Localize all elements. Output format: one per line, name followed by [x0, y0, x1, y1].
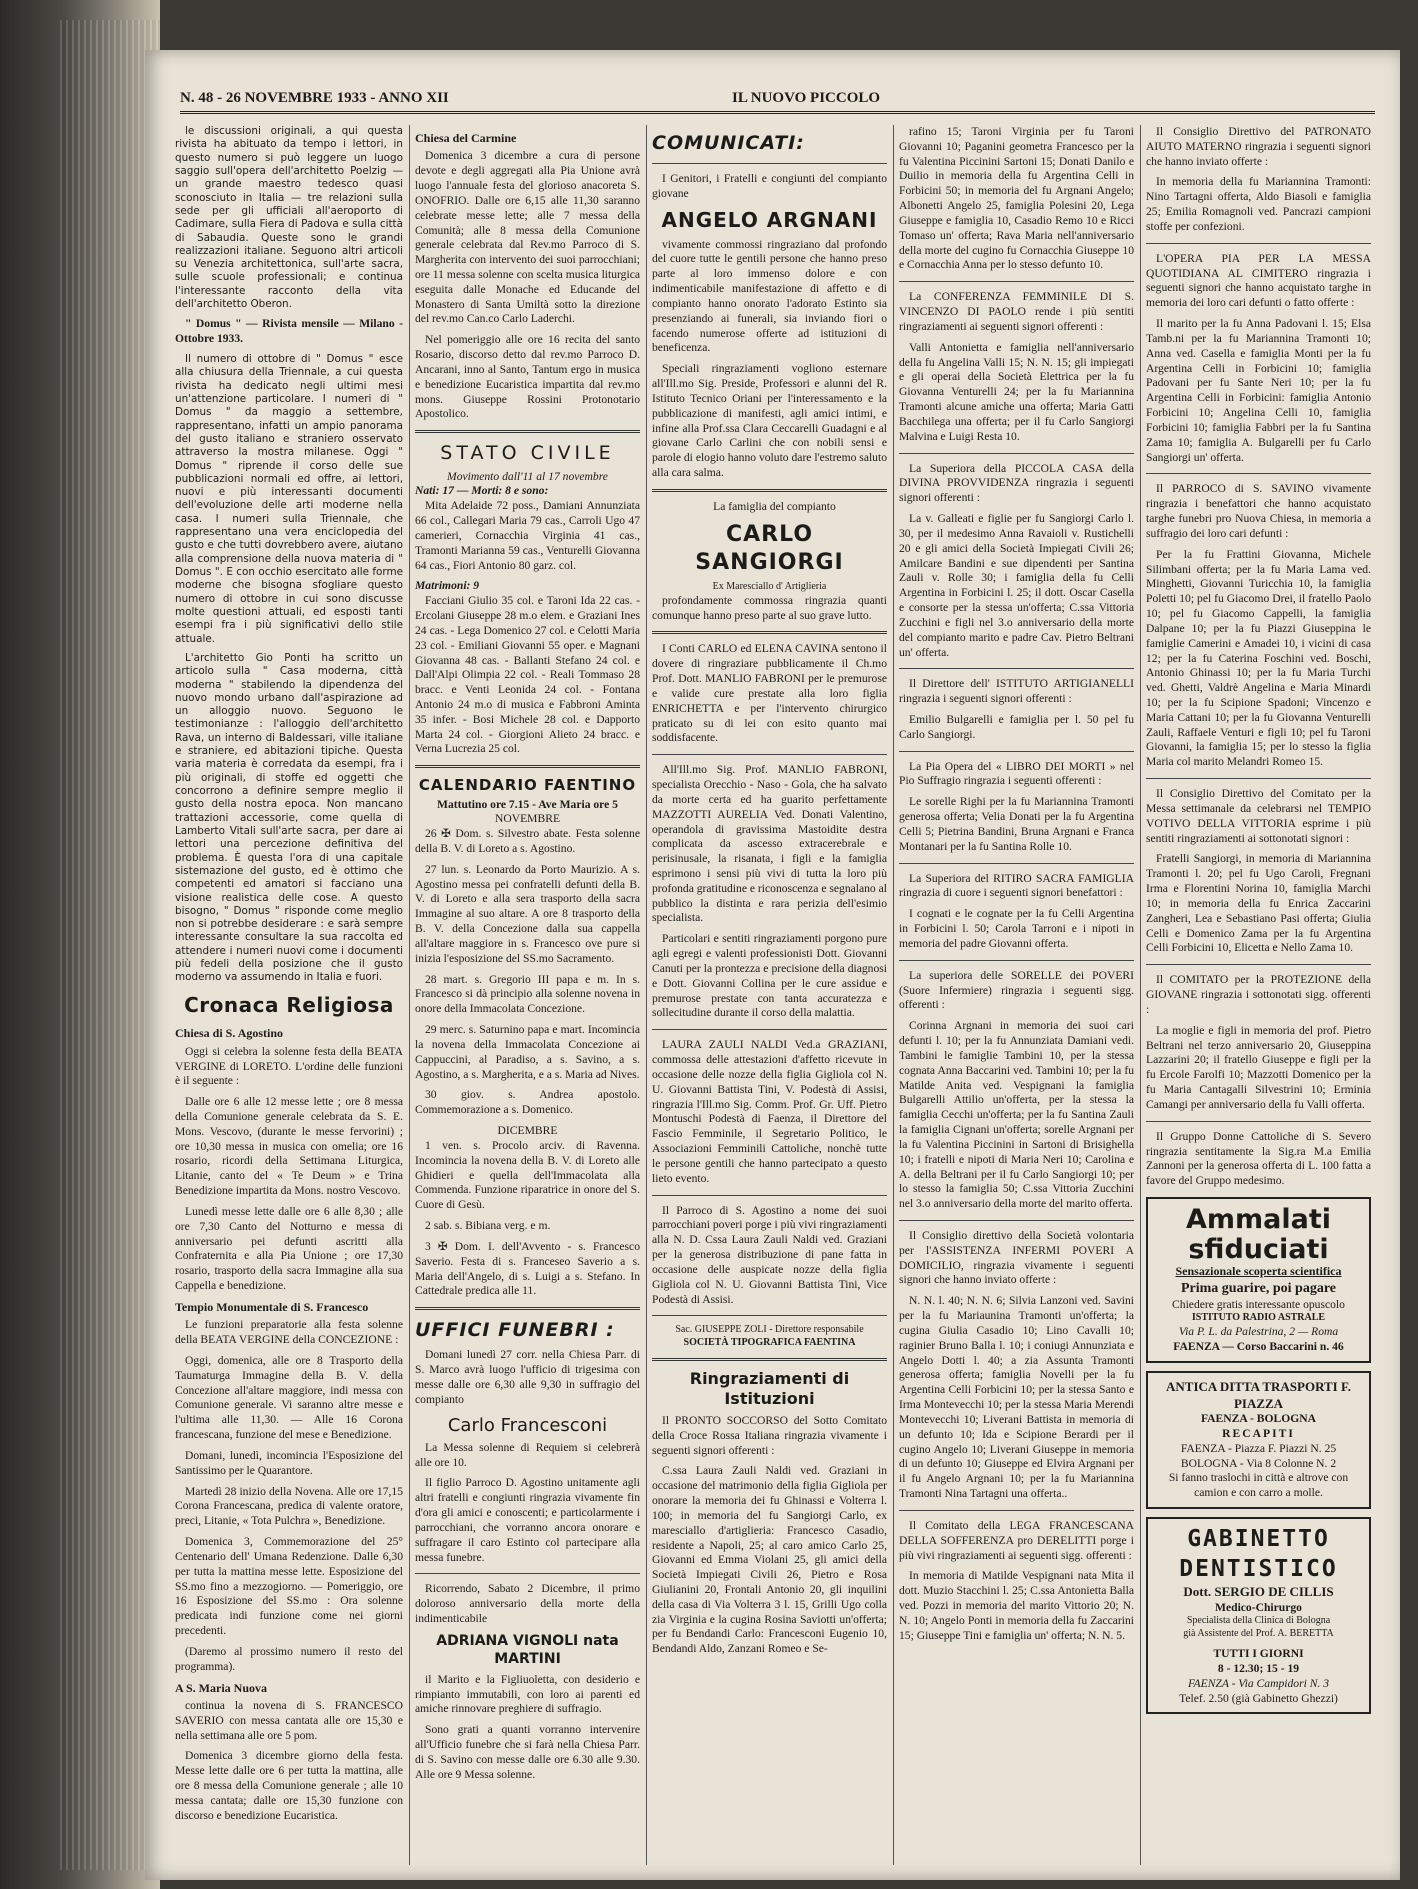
column-rule [646, 125, 647, 1865]
calendar-entry: 2 sab. s. Bibiana verg. e m. [425, 1219, 551, 1233]
ad-trasporti-title: ANTICA DITTA TRASPORTI F. PIAZZA [1166, 1378, 1351, 1411]
section-divider [1146, 778, 1371, 779]
section-divider [899, 863, 1134, 864]
column-3 [652, 125, 887, 1865]
uffici-funebri-title: UFFICI FUNEBRI : [415, 1319, 615, 1342]
istituzioni-text-1: Il PRONTO SOCCORSO del Sotto Comitato della Croce Rossa Italiana ringrazia vivamente i seguenti signori offerenti : [652, 1413, 887, 1457]
domus-text-1: Il numero di ottobre di " Domus " esce alla chiusura della Triennale, a cui questa rivista ha dedicato negli ultimi mesi un'attenzione particolare. I numeri di " Domus " da maggio a settembre, rappresentano, infatti un ampio panorama del gusto italiano e straniero osservato attraverso la mostra milanese. Oggi " Domus " riprende il corso delle sue pubblicazioni normali ed offre, ai lettori, nuovi e più interessanti documenti dell'evoluzione delle arti moderne nella casa. I numeri sulla Triennale, che rappresentano una vera enciclopedia del gusto e che tutti dovrebbero avere, aiutano alla comprensione della nuova materia di " Domus ". E con occhio esercitato alle forme moderne che bisogna sfogliare questo numero di ottobre in cui sono discusse molte questioni attuali, ed esposti tanti esempi fra i più significativi dello stile attuale. [175, 353, 403, 645]
carmine-text-1: Domenica 3 dicembre a cura di persone devote e degli aggregati alla Pia Unione avrà luogo l'annuale festa del glorioso anacoreta S. ONOFRIO. Dalle ore 6,15 alle 11,30 saranno celebrate messe lette; alle 7 messa della Comunità; alle 8 messa della Comunione generale celebrata dal Rev.mo Parroco di S. Margherita con intervento dei suoi parrocchiani; ore 11 messa solenne con scelta musica liturgica eseguita dalle Monache ed Educande del Monastero di Santa Umiltà sotto la direzione del rev.mo Can.co Carlo Laderchi. [415, 149, 640, 326]
ad-gabinetto [1146, 1517, 1371, 1714]
giovane-text-1: Il COMITATO per la PROTEZIONE della GIOVANE ringrazia i sottonotati sigg. offerenti : [1146, 973, 1371, 1016]
calendar-entry: 3 ✠ Dom. I. dell'Avvento - s. Francesco Saverio. Festa di s. Franceseo Saverio a s. Maria dell'Angelo, di s. Luigi a s. Stefano. In Cattedrale predica alle 11. [415, 1239, 640, 1298]
sangiorgi-text-1: La famiglia del compianto [713, 499, 836, 513]
maria-text-2: Domenica 3 dicembre giorno della festa. Messe lette dalle ore 6 per tutta la mattina, alle ore 8 messa della Comunione generale ; alle 10 messa cantata; dalle ore 15,30 funzione con discorso e benedizione Eucaristica. [175, 1749, 403, 1822]
ad-ammalati-subtitle: Sensazionale scoperta scientifica [1175, 1264, 1342, 1279]
newspaper-page [145, 50, 1400, 1880]
section-divider [652, 1358, 887, 1361]
calendar-entry: 29 merc. s. Saturnino papa e mart. Incomincia la novena della Immacolata Concezione ai Cappuccini, al Paradiso, a s. Savino, a s. Agostino, a s. Margherita, e a s. Maria ad Nives. [415, 1023, 640, 1081]
calendario-title: CALENDARIO FAENTINO [418, 776, 637, 795]
maria-nuova-heading: A S. Maria Nuova [175, 1680, 268, 1695]
opera-pia-text-1: L'OPERA PIA PER LA MESSA QUOTIDIANA AL CIMITERO ringrazia i seguenti signori che hanno acquistato targhe in memoria dei loro cari defunti o fatto offerte : [1146, 251, 1371, 310]
stato-marriages: Facciani Giulio 35 col. e Taroni Ida 22 cas. - Ercolani Giuseppe 28 m.o elem. e Graziani Ines 24 cas. - Lega Domenico 27 col. e Celotti Maria 23 col. - Emiliani Giovanni 55 oper. e Magnani Giovanna 48 cas. - Ballanti Stefano 24 col. e Dall'Alpi Olimpia 22 col. - Reali Tommaso 28 bracc. e Venti Leonida 24 col. - Fontana Antonio 24 m.o di musica e Fabbroni Aminta 35 infer. - Bosi Michele 28 col. e Dapporto Marta 24 col. - Giorgioni Alieto 24 bracc. e Verna Lucrezia 25 col. [415, 594, 640, 756]
ad-ammalati-title: Ammalati sfiduciati [1185, 1204, 1332, 1265]
argnani-text-2: vivamente commossi ringraziano dal profondo del cuore tutte le gentili persone che hanno preso parte al loro immenso dolore e con indimenticabile manifestazione di affetto e di compianto hanno onorato l'adorato Estinto sia presenziando ai funerali, sia inviando fiori o facendo numerose offerte ad istituzioni di beneficenza. [652, 237, 887, 355]
patronato-text-1: Il Consiglio Direttivo del PATRONATO AIUTO MATERNO ringrazia i seguenti signori che hanno inviato offerte : [1146, 125, 1371, 168]
ad-gabinetto-telephone: Telef. 2.50 (già Gabinetto Ghezzi) [1179, 1691, 1338, 1705]
infermi-text-1: Il Consiglio direttivo della Società volontaria per l'ASSISTENZA INFERMI POVERI A DOMICILIO, ringrazia vivamente i seguenti signori che hanno inviato offerte : [899, 1229, 1134, 1287]
maria-text-1: continua la novena di S. FRANCESCO SAVERIO con messa cantata alle ore 15,30 e nella settimana alle ore 5 pom. [175, 1698, 403, 1742]
section-divider [1146, 243, 1371, 244]
section-divider [415, 430, 640, 433]
fabroni-text-2: Particolari e sentiti ringraziamenti porgono pure agli egregi e valenti professionisti Dott. Giovanni Canuti per la prontezza e precisione della diagnosi e Dott. Giovanni Collina per le cure assidue e premurose prestate con tanta accuratezza e sollecitudine durante il corso della malattia. [652, 932, 887, 1020]
section-divider [415, 1573, 640, 1574]
ad-trasporti-faenza: FAENZA - Piazza F. Piazzi N. 25 [1180, 1441, 1337, 1455]
vittoria-text-1: Il Consiglio Direttivo del Comitato per la Messa settimanale da celebrarsi nel TEMPIO VOTIVO DELLA VITTORIA esprime i più sentiti ringraziamenti ai sottonotati signori : [1146, 787, 1371, 845]
zauli-text: LAURA ZAULI NALDI Ved.a GRAZIANI, commossa delle attestazioni d'affetto ricevute in occasione delle nozze della figlia Gigliola col N. U. Giovanni Battista Tini, V. Podestà di Assisi, ringrazia l'Ill.mo Sig. Comm. Prof. Gr. Uff. Pietro Montuschi Podestà di Faenza, il Direttore del Fascio Femminile, il Segretario Politico, le Associazioni Femminili Cattoliche, nonchè tutte le persone gentili che hanno partecipato a questo lieto evento. [652, 1038, 887, 1185]
calendar-entry: 26 ✠ Dom. s. Silvestro abate. Festa solenne della B. V. di Loreto a s. Agostino. [415, 827, 640, 855]
column-rule [1140, 125, 1141, 1865]
book-binding [0, 0, 160, 1889]
argnani-text-1: I Genitori, i Fratelli e congiunti del compianto giovane [652, 172, 887, 201]
ritiro-text-2: I cognati e le cognate per la fu Celli Argentina in Forbicini l. 50; Carola Tarroni e i nipoti in memoria del padre Giovanni offerta. [899, 907, 1134, 950]
domus-heading: " Domus " — Rivista mensile — Milano - Ottobre 1933. [175, 317, 403, 346]
section-divider [1146, 473, 1371, 474]
column-1 [175, 125, 403, 1865]
tempio-text-1: Le funzioni preparatorie alla festa solenne della BEATA VERGINE della CONCEZIONE : [175, 1318, 403, 1347]
section-divider [1146, 964, 1371, 965]
sorelle-text-1: La superiora delle SORELLE dei POVERI (Suore Infermiere) ringrazia i seguenti sigg. offerenti : [899, 968, 1134, 1012]
vincenzo-text-2: Valli Antonietta e famiglia nell'anniversario della fu Angelina Valli 15; N. N. 15; gli impiegati e gli operai della Società Elettrica per la fu Giovanna Venturelli 24; per la fu Mariannina Tramonti alcune amiche una offerta; Maria Gatti Bacchilega una offerta; per il fu Carlo Sangiorgi Malvina e Luigi Resta 10. [899, 340, 1134, 443]
calendar-entry: 27 lun. s. Leonardo da Porto Maurizio. A s. Agostino messa pei confratelli defunti della B. V. di Loreto e alla sera trasporto della sacra Immagine al suo altare. A ore 8 trasporto della B. V. della Concezione dalla sua cappella all'altare maggiore in s. Francesco ove pure si inizia l'esposizione del SS.mo Sacramento. [415, 862, 640, 965]
ad-gabinetto-doctor: Dott. SERGIO DE CILLIS [1183, 1584, 1334, 1600]
imprint-printer: SOCIETÀ TIPOGRAFICA FAENTINA [683, 1337, 856, 1349]
stato-counts: Nati: 17 — Morti: 8 e sono: [415, 484, 549, 498]
cavina-text: I Conti CARLO ed ELENA CAVINA sentono il dovere di ringraziare pubblicamente il Ch.mo Prof. Dott. MANLIO FABRONI per le premurose e valide cure prestate alla loro figlia ENRICHETTA e per l'intervento chirurgico praticato su di lei con esito quanto mai soddisfacente. [652, 642, 887, 745]
ad-trasporti [1146, 1371, 1371, 1509]
section-divider [652, 489, 887, 492]
calendario-subtitle: Mattutino ore 7.15 - Ave Maria ore 5 [437, 797, 618, 811]
deceased-name: CARLO SANGIORGI [695, 521, 844, 575]
vignoli-text-2: il Marito e la Figliuoletta, con desiderio e rimpianto immutabili, con loro ai parenti ed amiche rinnovare preghiere di suffragio. [415, 1672, 640, 1716]
ad-ammalati [1146, 1197, 1371, 1363]
calendar-entry: 1 ven. s. Procolo arciv. di Ravenna. Incomincia la novena della B. V. di Loreto alle Ghidieri e quella dell'Immacolata alla Commenda. Funzione riparatrice in onore del S. Cuore di Gesù. [415, 1138, 640, 1212]
vincenzo-text-1: La CONFERENZA FEMMINILE DI S. VINCENZO DI PAOLO rende i più sentiti ringraziamenti ai seguenti signori offerenti : [899, 290, 1134, 333]
section-divider [899, 1510, 1134, 1511]
ad-ammalati-slogan: Prima guarire, poi pagare [1180, 1280, 1337, 1296]
giovane-text-2: La moglie e figli in memoria del prof. Pietro Beltrani nel terzo anniversario 20, Giuseppina Lazzarini 20; il fratello Giuseppe e figli per la fu Ercole Farolfi 10; Mazzotti Domenico per la fu Maria Cantagalli Silvestrini 10; Erminia Camangi per anniversario della fu Valli offerta. [1146, 1023, 1371, 1111]
newspaper-title: IL NUOVO PICCOLO [732, 90, 881, 106]
column-rule [893, 125, 894, 1865]
section-divider [899, 281, 1134, 282]
ad-gabinetto-specialty: Specialista della Clinica di Bologna [1186, 1615, 1331, 1627]
section-divider [899, 668, 1134, 669]
month-novembre: NOVEMBRE [494, 812, 561, 826]
carmine-heading: Chiesa del Carmine [415, 131, 517, 145]
calendar-entry: 30 giov. s. Andrea apostolo. Commemorazione a s. Domenico. [415, 1088, 640, 1117]
stato-period: Movimento dall'11 al 17 novembre [447, 469, 608, 483]
section-divider [652, 754, 887, 755]
section-divider [652, 1029, 887, 1030]
section-divider [899, 1220, 1134, 1221]
section-divider [652, 163, 887, 164]
imprint-director: Sac. GIUSEPPE ZOLI - Direttore responsabile [675, 1324, 864, 1336]
uffici-text-3: Il figlio Parroco D. Agostino unitamente agli altri fratelli e congiunti ringrazia vivamente fin d'ora gli amici e conoscenti; e particolarmente i parrocchiani, che vorranno ancora onorare e suffragare il caro Estinto col partecipare alla messa funebre. [415, 1476, 640, 1564]
comunicati-title: COMUNICATI: [652, 132, 805, 154]
stato-marriages-heading: Matrimoni: 9 [415, 579, 480, 593]
infermi-text-2: N. N. l. 40; N. N. 6; Silvia Lanzoni ved. Savini per la fu Mariaunina Tramonti un'offerta; la cugina Giulia Casadio 10; Lino Cavalli 10; raginier Bruno Balla l. 10; i coniugi Annunziata e Angelo Dotti l. 40; a zia Assunta Tramonti generosa offerta; famiglia Novelli per la fu Argentina Celli Forbicini 10; per la stessa Santo e Irma Montevecchi 10; per la stessa Maria Merendi Montevecchi 10; Liverani Battista in memoria di un defunto 10; Ida e Scipione Berardi per il cugino Angelo 10; Liverani Giuseppe in memoria di un defunto 10; Giuseppe ed Elvira Argnani per il fu Angelo Argnani 10; per la fu Mariannina Tramonti Nina Tartagni una offerta.. [899, 1294, 1134, 1501]
deceased-name: ANGELO ARGNANI [661, 207, 878, 232]
column-rule [409, 125, 410, 1865]
ad-gabinetto-title-2: DENTISTICO [1179, 1555, 1338, 1582]
agostino-text-3: Lunedì messe lette dalle ore 6 alle 8,30 ; alle ore 7,30 Canto del Notturno e messa di anniversario pei defunti ascritti alla Confraternita e alla Pia Unione ; ore 17,30 rosario, trasporto della sacra Immagine alla sua Cappella e benedizione. [175, 1204, 403, 1293]
libro-morti-text-2: Le sorelle Righi per la fu Mariannina Tramonti generosa offerta; Velia Donati per la fu Argentina Celli 5; Pietrina Bandini, Bruna Argnani e Franca Montanari per la fu Santina Rolle 10. [899, 795, 1134, 853]
sorelle-text-2: Corinna Argnani in memoria dei suoi cari defunti l. 10; per la fu Annunziata Damiani vedi. Tambini le famiglie Tambini 10, per la stessa cognata Anna Baccarini ved. Tambini 10; per la fu Matilde Anita ved. Vespignani la famiglia Bulgarelli Attilio un'offerta, per la stessa la famiglia Cecchi un'offerta; per la fu Santina Zauli la famiglia Cignani un'offerta; sorelle Argnani per la fu Valentina Piccinini in Sartoni di Brisighella 10; i fratelli e nipoti di Maria Neri 10; Carolina e A. della Beltrani per il fu Carlo Sangiorgi 10; per lo stesso la famiglia 50; C.ssa Vittoria Zucchini nel 3.o anniversario della morte del marito offerta. [899, 1019, 1134, 1211]
artigianelli-text-2: Emilio Bulgarelli e famiglia per l. 50 pel fu Carlo Sangiorgi. [899, 712, 1134, 741]
parroco-text: Il Parroco di S. Agostino a nome dei suoi parrocchiani poveri porge i più vivi ringraziamenti alla N. D. Cssa Laura Zauli Naldi ved. Graziani per la generosa distribuzione di pane fatta in occasione delle auspicate nozze della figlia Gigliola col N. U. Giovanni Battista Tini, Vice Podestà di Assisi. [652, 1203, 887, 1306]
ad-ammalati-text: Chiedere gratis interessante opuscolo [1172, 1297, 1345, 1311]
donne-text: Il Gruppo Donne Cattoliche di S. Severo ringrazia sentitamente la Sig.ra M.a Emilia Zannoni per la generosa offerta di L. 100 fatta a favore del Gruppo medesimo. [1146, 1129, 1371, 1188]
deceased-rank: Ex Maresciallo d' Artiglieria [712, 580, 827, 592]
tempio-text-3: Domani, lunedì, incomincia l'Esposizione del Santissimo per le Quarantore. [175, 1448, 403, 1477]
section-divider [652, 1195, 887, 1196]
ad-trasporti-text: Si fanno traslochi in città e altrove con camion e con carro a molle. [1168, 1471, 1349, 1500]
domus-text-2: L'architetto Gio Ponti ha scritto un articolo sulla " Casa moderna, città moderna " stabilendo la dipendenza del nuovo mondo urbano dall'aspirazione ad un alloggio nuovo. Seguono le testimonianze : l'alloggio dell'architetto Rava, un interno di Baldessari, ville italiane e straniere, ed abitazioni tipiche. Questa varia materia è corredata da esempi, fra i più originali, di stoffe ed oggetti che concorrono a definire sempre meglio il gusto della nostra epoca. Non mancano trattazioni accessorie, come quella di Lamberto Vitali sull'arte sacra, per dare ai lettori una percezione definitiva del problema. È questa l'ora di una capitale sistemazione del gusto, ed è ottimo che competenti ed amatori si facciano una visione realistica delle cose. A questo bisogno, " Domus " risponde come meglio non si potrebbe desiderare : e sarà sempre interessante consultare la sua raccolta ed attendere i numeri nuovi come i documenti più fedeli della posizione che il gusto moderno va assumendo in Italia e fuori. [175, 651, 403, 984]
month-dicembre: DICEMBRE [497, 1124, 558, 1138]
ad-trasporti-bologna: BOLOGNA - Via 8 Colonne N. 2 [1180, 1456, 1337, 1470]
argnani-text-3: Speciali ringraziamenti vogliono esternare all'Ill.mo Sig. Preside, Professori e alunni del R. Istituto Tecnico Oriani per l'interessamento e la pubblicazione di manifesti, agli amici intimi, e infine alla Prof.ssa Clara Ceccarelli Guadagni e al giovane Carlo Carlini che con nobili sensi e parole di elogio hanno voluto dare l'estremo saluto alla cara salma. [652, 362, 887, 479]
vittoria-text-2: Fratelli Sangiorgi, in memoria di Mariannina Tramonti l. 20; pel fu Ugo Caroli, Fregnani Irma e Florentini Norina 10, famiglia Marchi 10; in memoria della fu Enrica Zaccarini Zangheri, Lea e Sebastiano Pasi offerta; Giulia Celli e Domenico Zama per la fu Argentina Celli Forbicini 10, Elicetta e Nello Zama 10. [1146, 852, 1371, 955]
ad-gabinetto-days: TUTTI I GIORNI [1213, 1647, 1304, 1661]
carmine-text-2: Nel pomeriggio alle ore 16 recita del santo Rosario, discorso detto dal rev.mo Parroco D. Ancarani, inno al Santo, Tantum ergo in musica e benedizione Eucaristica impartita dal rev.mo mons. Giuseppe Rossini Protonotario Apostolico. [415, 333, 640, 421]
lega-text-1: Il Comitato della LEGA FRANCESCANA DELLA SOFFERENZA pro DERELITTI porge i più vivi ringraziamenti ai seguenti sigg. offerenti : [899, 1518, 1134, 1562]
stato-civile-title: STATO CIVILE [440, 442, 615, 465]
continued-text: rafino 15; Taroni Virginia per fu Taroni Giovanni 10; Paganini geometra Francesco per la fu Valentina Piccinini Sartoni 15; Donati Danilo e Duilio in memoria della fu Argentina Celli in Forbicini 50; in memoria del fu Argnani Angelo; Albonetti Angelo 25, famiglia Polesini 20, Lega Giuseppe e famiglia 10, Casadio Remo 10 e Ricci Tomaso un' offerta; Rava Maria nell'anniversario della morte del cugino fu Cornacchia Giuseppe 10 e Cornacchia Anna per lo stesso defunto 10. [899, 125, 1134, 272]
columns [175, 125, 1375, 1865]
ad-ammalati-address: Via P. L. da Palestrina, 2 — Roma [1178, 1325, 1339, 1339]
savino-text-1: Il PARROCO di S. SAVINO vivamente ringrazia i benefattori che hanno acquistato targhe funebri pro Nuova Chiesa, in memoria a suffragio dei loro cari defunti : [1146, 482, 1371, 540]
uffici-text-1: Domani lunedì 27 corr. nella Chiesa Parr. di S. Marco avrà luogo l'ufficio di trigesima con messe dalle ore 6,30 alle 9,30 in suffragio del compianto [415, 1348, 640, 1406]
lega-text-2: In memoria di Matilde Vespignani nata Mita il dott. Muzio Stacchini l. 25; C.ssa Antonietta Balla ved. Pozzi in memoria del marito Vittorio 20; N. N. 10; Angelo Ponti in memoria della fu Zaccarini 15; Giuseppe Tini e famiglia un' offerta; N. N. 5. [899, 1569, 1134, 1642]
column-5 [1146, 125, 1371, 1865]
agostino-text-2: Dalle ore 6 alle 12 messe lette ; ore 8 messa della Comunione generale celebrata da S. E. Mons. Vescovo, (durante le messe fervorini) ; ore 10,30 messa in musica con omelia; ore 16 rosario, ricordi della Settimana Liturgica, Litanie, canto del « Te Deum » e Trina Benedizione impartita da Mons. nostro Vescovo. [175, 1095, 403, 1198]
agostino-heading: Chiesa di S. Agostino [175, 1026, 284, 1041]
vignoli-text-3: Sono grati a quanti vorranno intervenire all'Ufficio funebre che si farà nella Chiesa Parr. di S. Savino con messe dalle ore 6.30 alle 9.30. Alle ore 9 Messa solenne. [415, 1723, 640, 1781]
savino-text-2: Per la fu Frattini Giovanna, Michele Silimbani offerta; per la fu Maria Lama ved. Minghetti, Giovanni Turicchia 10, la famiglia Poletti 10; pel fu Giacomo Drei, il fratello Paolo 10; pel fu Giacomo Cappelli, la famiglia Dalpane 10; per la fu Piazzi Giuseppina le famiglie Camerini e Amadei 10, i vicini di casa 12; per la fu Caterina Foschini ved. Boschi, Antonio Ghinassi 10; per la fu Maria Turchi ved. Ghetti, Valdrè Angelina e Maria Minardi 10; per la fu Scipione Spadoni; Vincenzo e Maria Cattani 10; per la fu Giovanna Venturelli Zauli, Raffaele Venturi e figli 10; pel fu Taroni Giovanni, la famiglia 15; per lo stesso la figlia Maria col marito Melandri Romeo 15. [1146, 547, 1371, 769]
ritiro-text-1: La Superiora del RITIRO SACRA FAMIGLIA ringrazia di cuore i seguenti signori benefattori : [899, 871, 1134, 900]
fabroni-text-1: All'Ill.mo Sig. Prof. MANLIO FABRONI, specialista Orecchio - Naso - Gola, che ha salvato da morte certa ed ha guarito perfettamente MAZZOTTI AURELIA Ved. Donati Valentino, operandola di gravissima Mastoidite destra complicata da ascesso extracerebrale e perisinusale, la risanata, i figli e la famiglia esprimono i sensi più vivi di tutta la loro più profonda gratitudine e riconoscenza e segnalano al pubblico la distinta e rara perizia dell'esimio specialista. [652, 763, 887, 925]
ad-gabinetto-hours: 8 - 12.30; 15 - 19 [1217, 1661, 1300, 1675]
page-header [180, 88, 1375, 114]
tempio-text-5: Domenica 3, Commemorazione del 25° Centenario dell' Umana Redenzione. Dalle 6,30 per tutta la mattina messe lette. Esposizione del SS.mo fino a mezzogiorno. — Pomeriggio, ore 16 Esposizione del SS.mo : Ora solenne predicata indi funzione come nei giorni precedenti. [175, 1535, 403, 1638]
vignoli-text-1: Ricorrendo, Sabato 2 Dicembre, il primo doloroso anniversario della morte della indimenticabile [415, 1582, 640, 1626]
section-divider [1146, 1121, 1371, 1122]
uffici-text-2: La Messa solenne di Requiem si celebrerà alle ore 10. [415, 1440, 640, 1469]
opera-pia-text-2: Il marito per la fu Anna Padovani l. 15; Elsa Tamb.ni per la fu Mariannina Tramonti 10; Anna ved. Casella e famiglia Monti per la fu Argentina Celli in Forbicini 10; famiglia Padovani per fu Sante Neri 10; per la fu Argentina Celli in Forbicini: famiglia Antonio Forbicini 10; Angelina Celli 10, famiglia Forbicini 10; famiglia Fabbri per la fu Santina Zama 10; famiglia A. Bulgarelli per fu Carlo Sangiorgi un' offerta. [1146, 317, 1371, 464]
piccola-casa-text-1: La Superiora della PICCOLA CASA della DIVINA PROVVIDENZA ringrazia i seguenti signori offerenti : [899, 461, 1134, 505]
section-divider [899, 960, 1134, 961]
ad-gabinetto-address: FAENZA - Via Campidori N. 3 [1187, 1676, 1330, 1690]
ad-trasporti-route: FAENZA - BOLOGNA [1200, 1412, 1317, 1426]
istituzioni-title: Ringraziamenti di Istituzioni [689, 1368, 850, 1409]
column-2 [415, 125, 640, 1865]
ad-gabinetto-assistant: già Assistente del Prof. A. BERETTA [1183, 1628, 1334, 1640]
stato-deaths: Mita Adelaide 72 poss., Damiani Annunziata 66 col., Callegari Maria 79 cas., Carroli Ugo 47 camerieri, Cornacchia Virginia 41 cas., Tramonti Marianna 59 cas., Venturelli Giovanna 64 cas., Fiori Antonio 80 garz. col. [415, 499, 640, 572]
ad-trasporti-recapiti: RECAPITI [1222, 1427, 1295, 1440]
issue-info: N. 48 - 26 NOVEMBRE 1933 - ANNO XII [180, 90, 449, 106]
cronaca-religiosa-title: Cronaca Religiosa [184, 992, 394, 1017]
libro-morti-text-1: La Pia Opera del « LIBRO DEI MORTI » nel Pio Suffragio ringrazia i seguenti offerenti : [899, 759, 1134, 788]
review-intro: le discussioni originali, a qui questa rivista ha abituato da tempo i lettori, in questo numero si può leggere un luogo saggio sull'opera dell'architetto Poelzig — un grande maestro tedesco quasi sconosciuto in Italia — tre relazioni sulla sede per gli ufficiali all'aeroporto di Cadimare, sulla Fiera di Padova e sulla città di Sabaudia. Queste sono le grandi realizzazioni italiane. Seguono altri articoli su Venezia architettonica, sull'arte sacra, sulle scuole professionali; e continua l'interessante racconto della vita dell'architetto Oberon. [175, 125, 403, 311]
tempio-text-4: Martedì 28 inizio della Novena. Alle ore 17,15 Corona Francescana, predica di valente oratore, preci, Litanie, « Tota Pulchra », Benedizione. [175, 1484, 403, 1528]
deceased-name: Carlo Francesconi [447, 1414, 608, 1436]
tempio-text-6: (Daremo al prossimo numero il resto del programma). [175, 1644, 403, 1673]
calendar-entry: 28 mart. s. Gregorio III papa e m. In s. Francesco si dà principio alla solenne novena in onore della Immacolata Concezione. [415, 972, 640, 1016]
tempio-heading: Tempio Monumentale di S. Francesco [175, 1299, 369, 1314]
piccola-casa-text-2: La v. Galleati e figlie per fu Sangiorgi Carlo l. 30, per il medesimo Anna Ravaioli v. Rustichelli 20 e gli amici della Società Impiegati Civili 26; Amilcare Bandini e sue dipendenti per Santina Zauli v. Rolle 30; i famiglia della fu Celli Argentina in Forbicini l. 25; il dott. Oscar Casella e consorte per la stessa un'offerta; C.ssa Vittoria Zucchini e figli nel 3.o anniversario della morte del compianto marito e padre Cav. Pietro Beltrani un' offerta. [899, 512, 1134, 659]
tempio-text-2: Oggi, domenica, alle ore 8 Trasporto della Taumaturga Immagine della B. V. della Concezione all'altare maggiore, indi messa con Comunione generale. Vi saranno altre messe e l'ultima alle 11,30. — Alle 16 Corona francescana, funzione del mese e Benedizione. [175, 1353, 403, 1442]
section-divider [652, 1315, 887, 1316]
ad-gabinetto-title-1: GABINETTO [1187, 1526, 1330, 1553]
artigianelli-text-1: Il Direttore dell' ISTITUTO ARTIGIANELLI ringrazia i seguenti signori offerenti : [899, 677, 1134, 706]
section-divider [899, 751, 1134, 752]
ad-ammalati-faenza: FAENZA — Corso Baccarini n. 46 [1173, 1340, 1344, 1354]
istituzioni-text-2: C.ssa Laura Zauli Naldi ved. Graziani in occasione del matrimonio della figlia Gigliola per onorare la memoria dei fu Ghinassi e Volterra l. 100; in memoria del fu Sangiorgi Carlo, ex maresciallo d'artiglieria: Francesco Casadio, residente a Napoli, 25; al caro amico Carlo 25, Giovanni ed Emma Violani 25, gli amici della Società Impiegati Civili 26, Pietro e Rosa Giulianini 20, Frontali Antonio 20, gli inquilini della casa di Via Volterra 3 l. 15, Grilli Ugo colla zia Virginia e la cugina Rosina Saviotti un'offerta; per fu Bendandi Carlo: Francesconi Eugenio 10, Bendandi Aldo, Zanzani Romeo e Se- [652, 1464, 887, 1656]
section-divider [415, 1307, 640, 1310]
agostino-text-1: Oggi si celebra la solenne festa della BEATA VERGINE di LORETO. L'ordine delle funzioni è il seguente : [175, 1044, 403, 1088]
deceased-name: ADRIANA VIGNOLI nata MARTINI [436, 1632, 619, 1667]
ad-ammalati-institute: ISTITUTO RADIO ASTRALE [1191, 1312, 1326, 1324]
column-4 [899, 125, 1134, 1865]
ad-gabinetto-role: Medico-Chirurgo [1215, 1600, 1302, 1614]
patronato-text-2: In memoria della fu Mariannina Tramonti: Nino Tartagni offerta, Aldo Biasoli e famiglia 25; Emilia Romagnoli ved. Pancrazi campioni stoffe per confezioni. [1146, 175, 1371, 233]
section-divider [415, 765, 640, 768]
section-divider [652, 631, 887, 634]
section-divider [899, 453, 1134, 454]
sangiorgi-text-2: profondamente commossa ringrazia quanti comunque hanno preso parte al suo grave lutto. [652, 593, 887, 622]
